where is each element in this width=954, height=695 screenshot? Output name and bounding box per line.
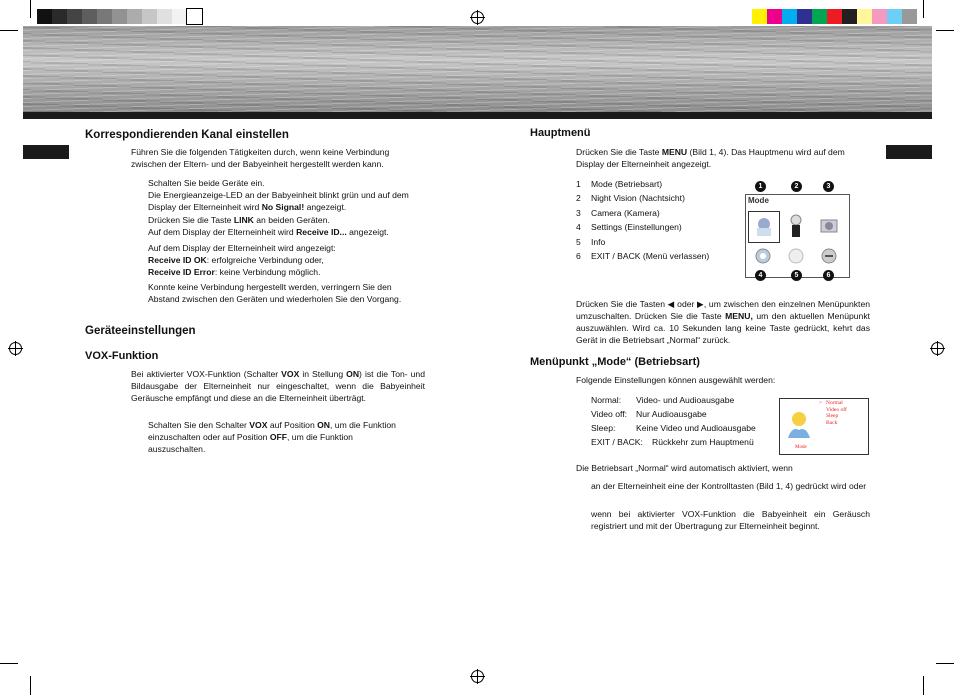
gray-swatch	[127, 9, 142, 24]
gray-swatch	[172, 9, 187, 24]
mode-intro: Folgende Einstellungen können ausgewählt werden:	[576, 375, 776, 385]
registration-mark-icon	[471, 670, 484, 683]
color-swatch	[752, 9, 767, 24]
crop-mark	[936, 30, 954, 31]
mode-option-key: Sleep:	[591, 423, 616, 433]
callout-5: 5	[791, 270, 802, 281]
mode-screen-item: Sleep	[826, 413, 839, 419]
info-icon	[785, 246, 807, 266]
channel-step-4: Konnte keine Verbindung hergestellt werden, verringern Sie den Abstand zwischen den Geräten und wiederholen Sie den Vorgang.	[148, 282, 402, 304]
color-swatch	[827, 9, 842, 24]
section-title-main-menu: Hauptmenü	[530, 127, 591, 139]
section-title-device-settings: Geräteeinstellungen	[85, 325, 196, 337]
crop-mark	[0, 30, 18, 31]
header-banner	[23, 26, 932, 112]
color-swatch	[812, 9, 827, 24]
mode-option-key: EXIT / BACK:	[591, 437, 643, 447]
gray-swatch	[97, 9, 112, 24]
crop-mark	[923, 0, 924, 18]
header-bar	[23, 112, 932, 119]
gray-swatch	[52, 9, 67, 24]
gray-swatch	[82, 9, 97, 24]
list-item: 6	[576, 251, 581, 261]
mode-option-key: Normal:	[591, 395, 622, 405]
crop-mark	[923, 676, 924, 695]
vox-instruction: Schalten Sie den Schalter VOX auf Position ON, um die Funktion einzuschalten oder auf Position OFF, um die Funktion auszuschalten.	[148, 420, 396, 454]
color-swatch	[782, 9, 797, 24]
mode-screen-item: Normal	[826, 400, 843, 406]
mode-option-value: Nur Audioausgabe	[636, 409, 707, 419]
gray-swatch	[142, 9, 157, 24]
mode-option-value: Keine Video und Audioausgabe	[636, 423, 756, 433]
section-title-vox: VOX-Funktion	[85, 350, 159, 362]
mode-icon	[752, 214, 776, 238]
color-swatch	[872, 9, 887, 24]
registration-mark-icon	[9, 342, 22, 355]
list-item: 2	[576, 193, 581, 203]
list-item-label: Info	[591, 237, 606, 247]
gray-swatch	[187, 9, 202, 24]
section-title-channel: Korrespondierenden Kanal einstellen	[85, 129, 289, 141]
registration-mark-icon	[931, 342, 944, 355]
settings-icon	[752, 246, 774, 266]
mode-screen-item: Back	[826, 419, 838, 426]
mode-auto-bullet-1: an der Elterneinheit eine der Kontrolltasten (Bild 1, 4) gedrückt wird oder	[591, 481, 867, 491]
left-arrow-icon: ◀	[667, 299, 675, 309]
mode-screen-label: Mode	[795, 445, 807, 450]
channel-step-1: Schalten Sie beide Geräte ein. Die Energieanzeige-LED an der Babyeinheit blinkt grün und auf dem Display der Elterneinheit wird No Signal! angezeigt.	[148, 178, 409, 212]
color-swatch	[902, 9, 917, 24]
list-item: 4	[576, 222, 581, 232]
gray-swatch	[37, 9, 52, 24]
callout-4: 4	[755, 270, 766, 281]
channel-step-2: Drücken Sie die Taste LINK an beiden Geräten. Auf dem Display der Elterneinheit wird Receive ID... angezeigt.	[148, 215, 389, 237]
mode-screen-items	[826, 400, 847, 426]
right-page-tab	[886, 145, 932, 159]
callout-1: 1	[755, 181, 766, 192]
list-item: 5	[576, 237, 581, 247]
color-swatch	[887, 9, 902, 24]
channel-step-3: Auf dem Display der Elterneinheit wird angezeigt: Receive ID OK: erfolgreiche Verbindung oder, Receive ID Error: keine Verbindung möglich.	[148, 243, 336, 277]
crop-mark	[936, 663, 954, 664]
mode-auto-bullet-2: wenn bei aktivierter VOX-Funktion die Babyeinheit ein Geräusch registriert und mit der Übertragung zur Elterneinheit beginnt.	[591, 509, 870, 531]
mode-option-value: Rückkehr zum Hauptmenü	[652, 437, 754, 447]
gray-swatch	[157, 9, 172, 24]
mode-option-key: Video off:	[591, 409, 627, 419]
mode-screen-item: Video off	[826, 406, 847, 413]
mode-marker: >	[819, 400, 823, 406]
list-item-label: Camera (Kamera)	[591, 208, 660, 218]
menu-navigation-text: Drücken Sie die Tasten ◀ oder ▶, um zwischen den einzelnen Menüpunkten umzuschalten. Drücken Sie die Taste MENU, um den aktuellen Menüpunkt auszuwählen. Wird ca. 10 Sekunden lang keine Taste gedrückt, kehrt das Gerät in die Betriebsart „Normal“ zurück.	[576, 299, 871, 345]
gray-swatch	[112, 9, 127, 24]
color-swatch	[842, 9, 857, 24]
section-title-mode: Menüpunkt „Mode“ (Betriebsart)	[530, 356, 700, 368]
crop-mark	[30, 676, 31, 695]
gray-swatch	[67, 9, 82, 24]
registration-mark-icon	[471, 11, 484, 24]
mode-auto-text: Die Betriebsart „Normal“ wird automatisch aktiviert, wenn	[576, 463, 793, 473]
list-item-label: EXIT / BACK (Menü verlassen)	[591, 251, 710, 261]
list-item: 1	[576, 179, 581, 189]
callout-6: 6	[823, 270, 834, 281]
camera-icon	[818, 214, 840, 236]
mode-baby-icon	[784, 410, 814, 442]
left-page-tab	[23, 145, 69, 159]
color-swatch	[797, 9, 812, 24]
exit-icon	[818, 246, 840, 266]
crop-mark	[30, 0, 31, 18]
vox-description: Bei aktivierter VOX-Funktion (Schalter VOX in Stellung ON) ist die Ton- und Bildausgabe der Elterneinheit nur eingeschaltet, wenn die Babyeinheit Geräusche empfängt und diese an die Elterneinheit überträgt.	[131, 369, 425, 403]
callout-3: 3	[823, 181, 834, 192]
crop-mark	[0, 663, 18, 664]
color-swatch	[767, 9, 782, 24]
night-vision-icon	[785, 213, 807, 239]
right-arrow-icon: ▶	[697, 299, 704, 309]
mode-option-value: Video- und Audioausgabe	[636, 395, 735, 405]
color-swatch	[857, 9, 872, 24]
list-item-label: Night Vision (Nachtsicht)	[591, 193, 685, 203]
main-menu-intro: Drücken Sie die Taste MENU (Bild 1, 4). Das Hauptmenu wird auf dem Display der Elterneinheit angezeigt.	[576, 147, 845, 169]
list-item-label: Settings (Einstellungen)	[591, 222, 682, 232]
callout-2: 2	[791, 181, 802, 192]
list-item-label: Mode (Betriebsart)	[591, 179, 663, 189]
menu-screen-mode-label: Mode	[748, 196, 769, 205]
channel-intro: Führen Sie die folgenden Tätigkeiten durch, wenn keine Verbindung zwischen der Eltern- und der Babyeinheit hergestellt werden kann.	[131, 147, 390, 169]
list-item: 3	[576, 208, 581, 218]
